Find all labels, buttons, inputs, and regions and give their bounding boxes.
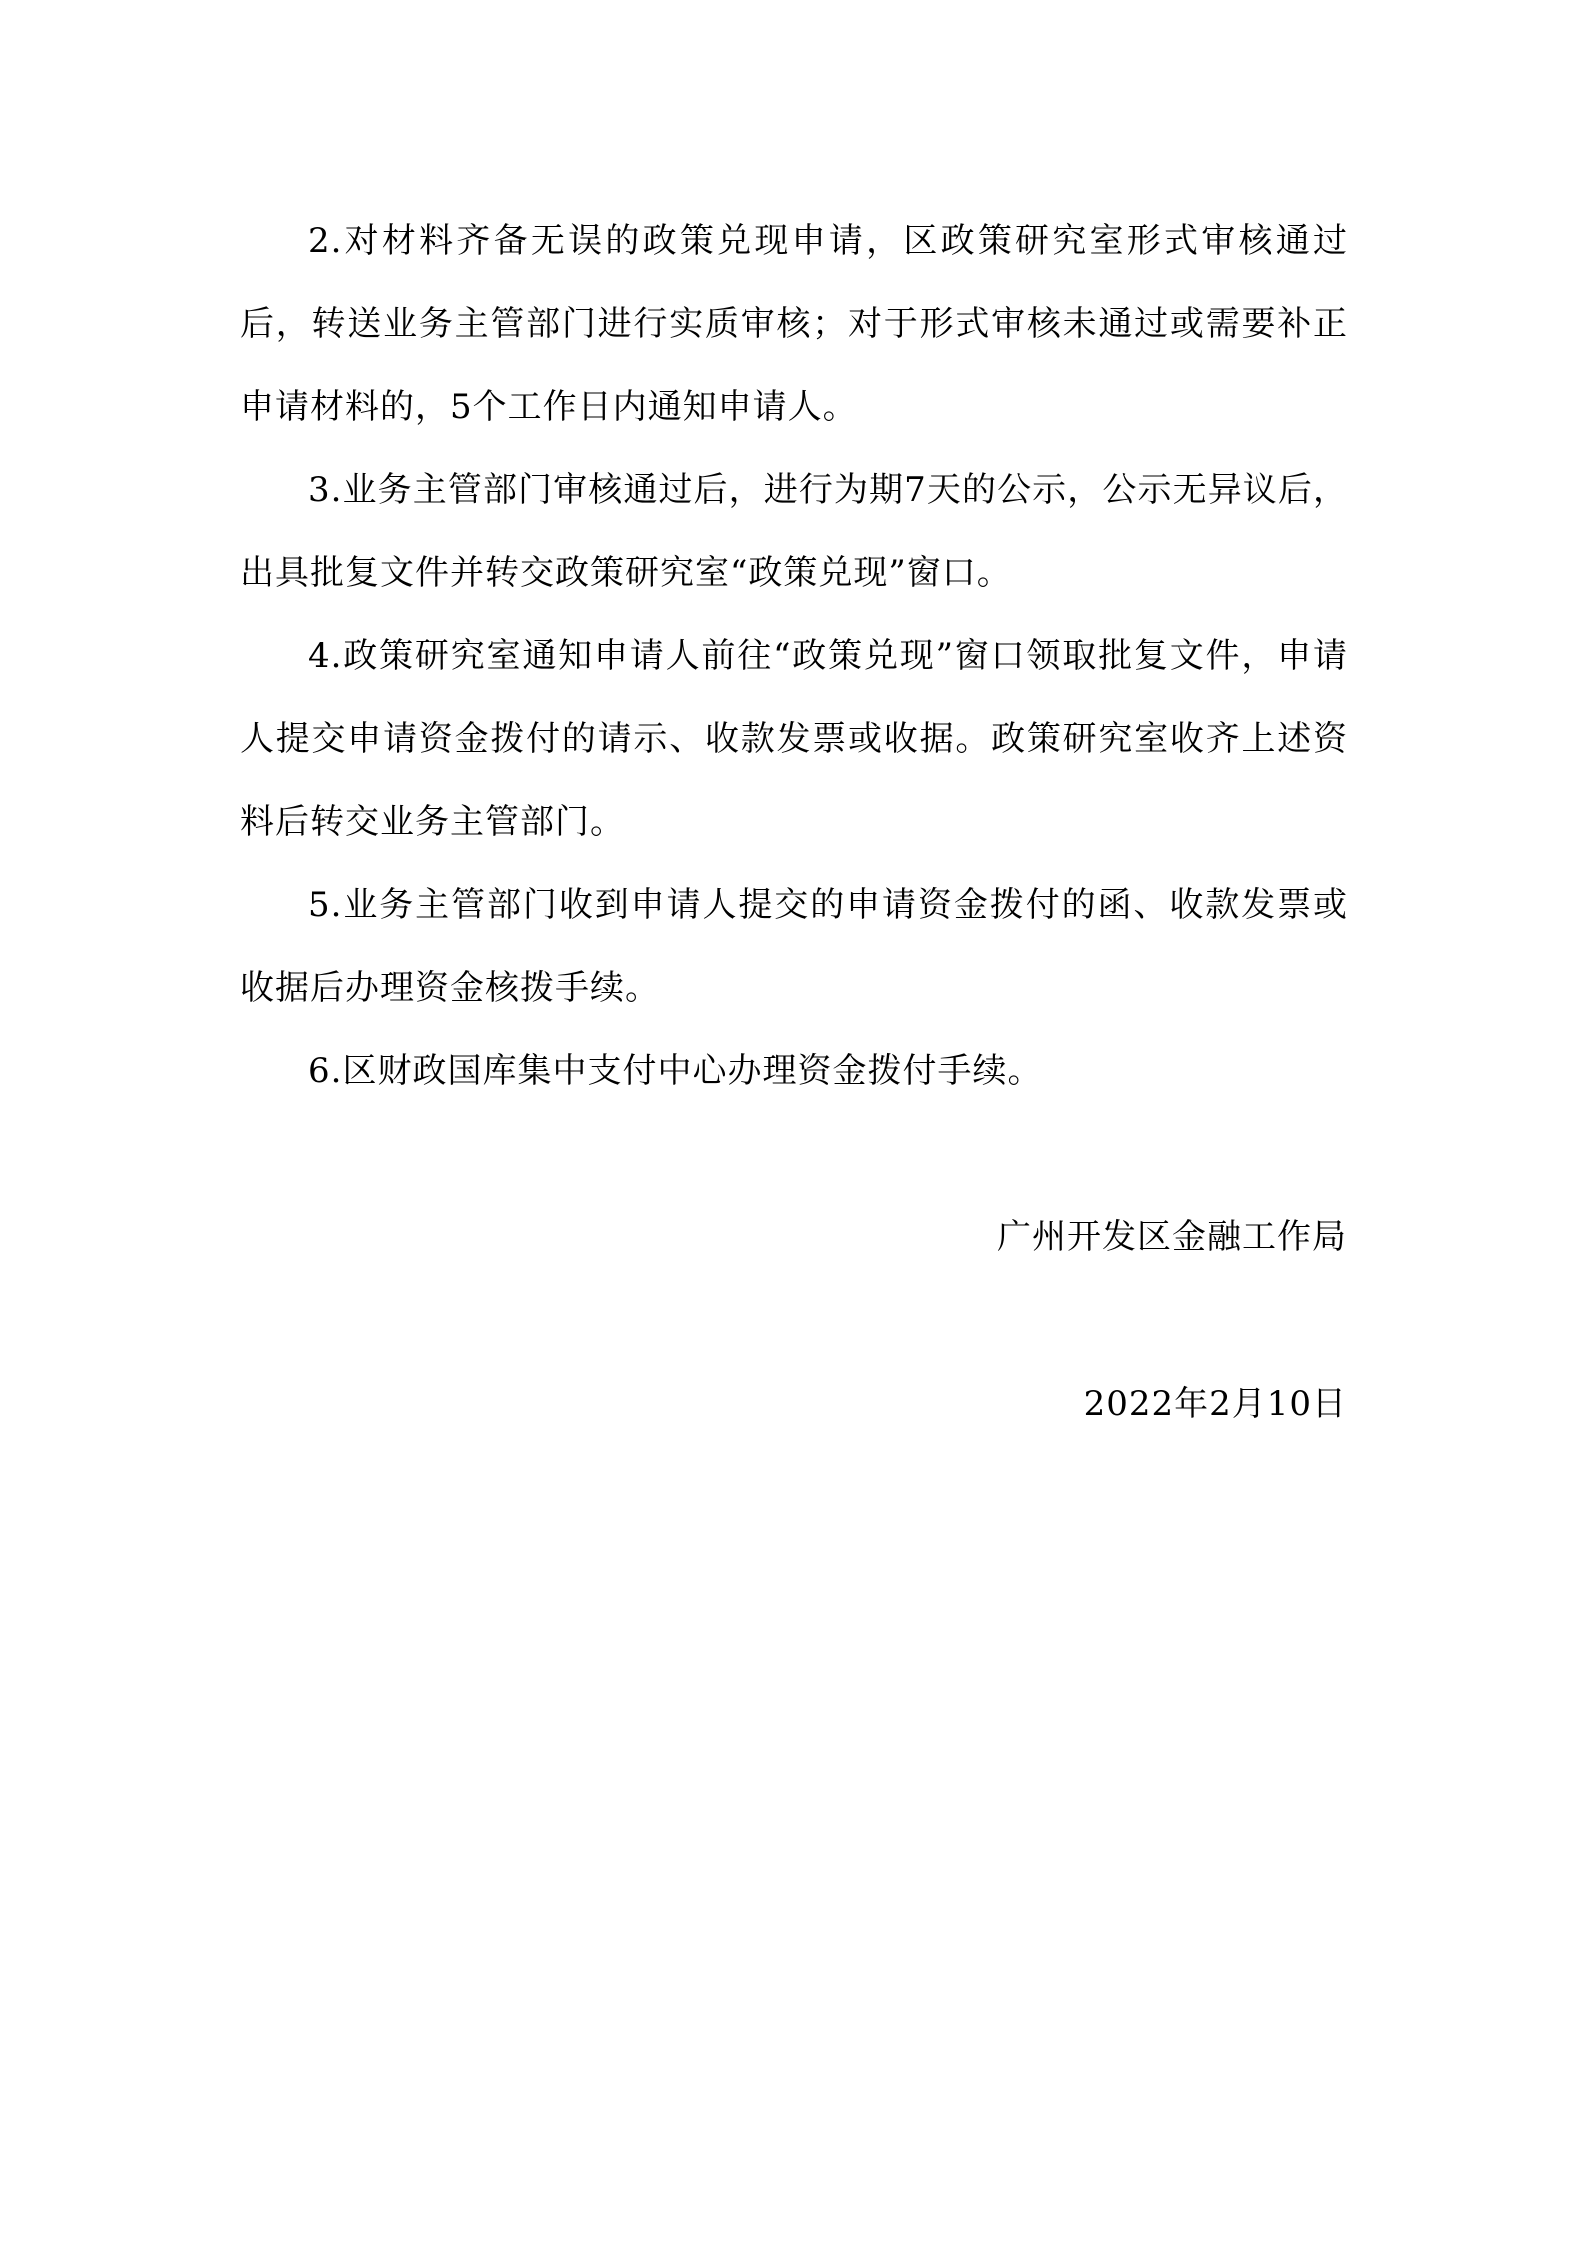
document-body [240,200,1348,1113]
paragraph-step-2: 2.对材料齐备无误的政策兑现申请，区政策研究室形式审核通过后，转送业务主管部门进行实质审核；对于形式审核未通过或需要补正申请材料的，5个工作日内通知申请人。 [240,221,1348,427]
paragraph-step-3: 3.业务主管部门审核通过后，进行为期7天的公示，公示无异议后，出具批复文件并转交政策研究室“政策兑现”窗口。 [240,470,1348,593]
issuer-signature: 广州开发区金融工作局 [997,1217,1347,1257]
issue-date: 2022年2月10日 [1083,1384,1347,1424]
paragraph-step-5: 5.业务主管部门收到申请人提交的申请资金拨付的函、收款发票或收据后办理资金核拨手续。 [240,885,1348,1008]
paragraph-step-6: 6.区财政国库集中支付中心办理资金拨付手续。 [308,1051,1043,1091]
paragraph-step-4: 4.政策研究室通知申请人前往“政策兑现”窗口领取批复文件，申请人提交申请资金拨付的请示、收款发票或收据。政策研究室收齐上述资料后转交业务主管部门。 [240,636,1348,842]
